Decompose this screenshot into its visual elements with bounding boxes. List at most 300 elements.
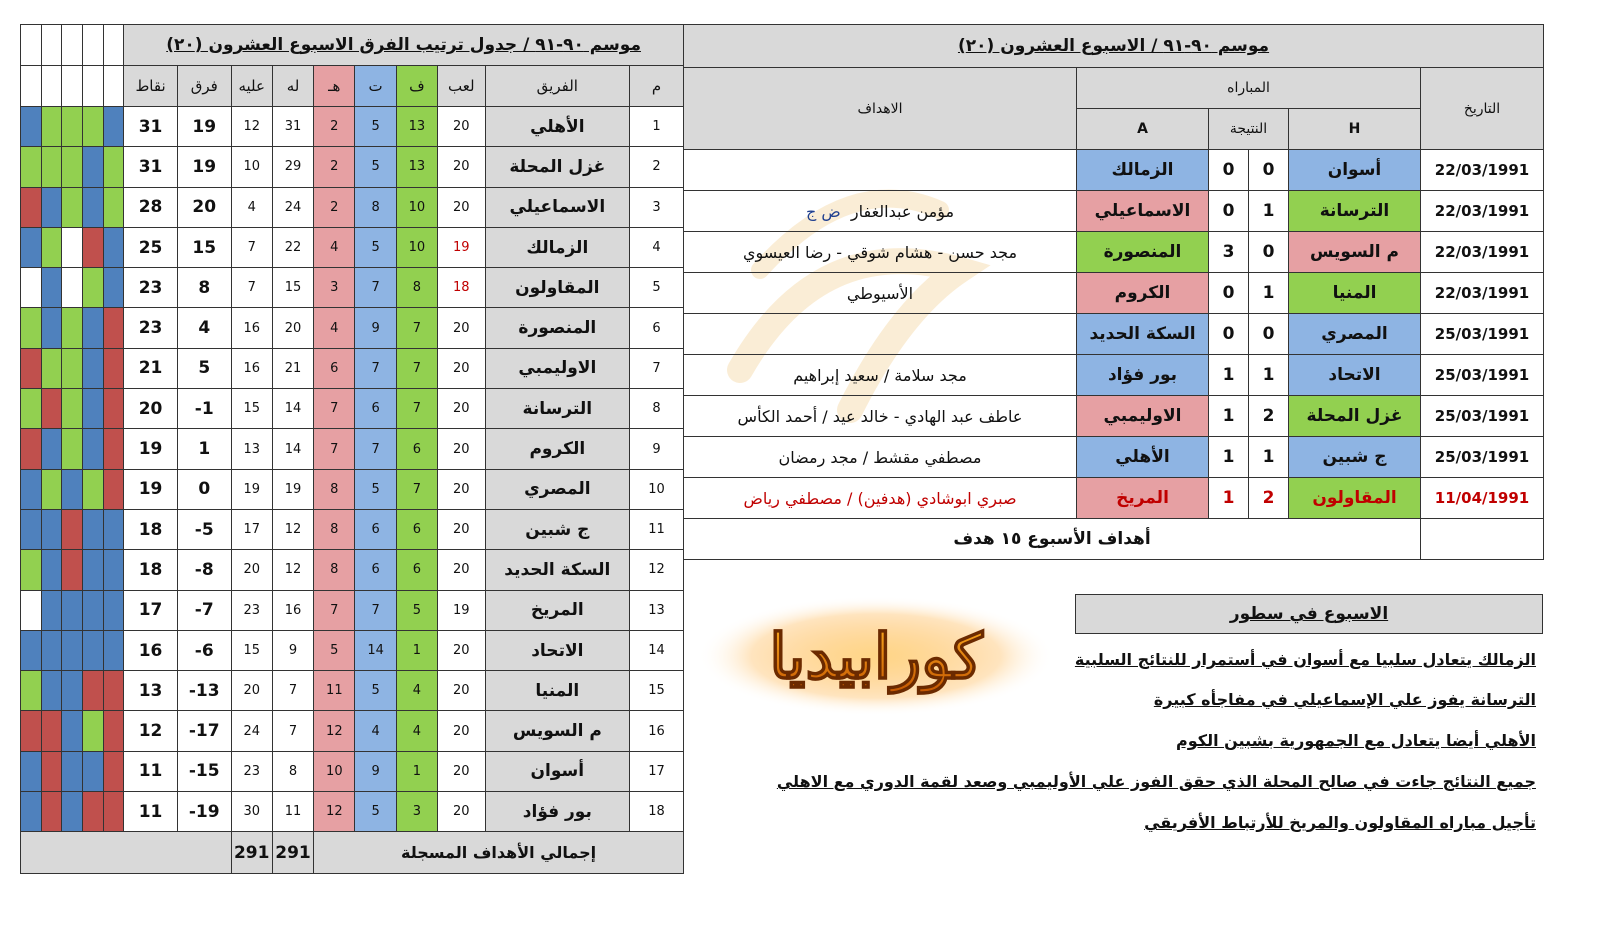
match-home-score: 0 <box>1249 232 1289 273</box>
team-name: غزل المحلة <box>485 147 630 187</box>
team-rank: 18 <box>630 792 684 832</box>
losses: 8 <box>314 509 355 549</box>
standings-row <box>21 630 684 670</box>
form-cell <box>103 107 124 147</box>
played: 20 <box>438 348 485 388</box>
wins: 8 <box>396 268 437 308</box>
match-date: 25/03/1991 <box>1421 355 1544 396</box>
match-away-team: السكة الحديد <box>1077 314 1209 355</box>
match-row <box>684 437 1544 478</box>
goals-against: 20 <box>231 550 272 590</box>
match-scorers-note: ض ج <box>805 201 841 221</box>
form-cell <box>62 187 83 227</box>
match-goals <box>684 191 1077 232</box>
form-cell <box>41 227 62 267</box>
team-points: 12 <box>124 711 178 751</box>
goals-against: 20 <box>231 671 272 711</box>
form-cell <box>103 509 124 549</box>
match-date: 22/03/1991 <box>1421 191 1544 232</box>
team-name: المنيا <box>485 671 630 711</box>
goals-against: 17 <box>231 509 272 549</box>
standings-title-row <box>21 25 684 66</box>
header-w: ف <box>396 66 437 107</box>
summary-line-4: جميع النتائج جاءت في صالح المحلة الذي حقق الفوز علي الأوليمبي وصعد لقمة الدوري مع الاهلي <box>776 772 1536 791</box>
goals-against: 19 <box>231 469 272 509</box>
standings-row <box>21 469 684 509</box>
team-name: الزمالك <box>485 227 630 267</box>
form-cell <box>62 348 83 388</box>
goals-against: 16 <box>231 348 272 388</box>
match-goals <box>684 273 1077 314</box>
form-cell <box>41 509 62 549</box>
losses: 7 <box>314 429 355 469</box>
match-scorers: مصطفي مقشط / مجد رمضان <box>778 447 982 467</box>
draws: 5 <box>355 147 396 187</box>
team-points: 21 <box>124 348 178 388</box>
draws: 6 <box>355 389 396 429</box>
played: 19 <box>438 590 485 630</box>
match-row <box>684 314 1544 355</box>
team-rank: 2 <box>630 147 684 187</box>
match-away-score: 3 <box>1209 232 1249 273</box>
header-d: ت <box>355 66 396 107</box>
team-name: المنصورة <box>485 308 630 348</box>
goal-diff: 19 <box>177 147 231 187</box>
form-cell <box>82 469 103 509</box>
match-scorers: صبري ابوشادي (هدفين) / مصطفي رياض <box>743 488 1017 508</box>
goal-diff: -6 <box>177 630 231 670</box>
team-points: 11 <box>124 792 178 832</box>
summary-line-3: الأهلي أيضا يتعادل مع الجمهورية بشبين الكوم <box>1176 731 1536 750</box>
header-team: الفريق <box>485 66 630 107</box>
played: 20 <box>438 107 485 147</box>
form-cell <box>103 429 124 469</box>
form-cell <box>62 147 83 187</box>
losses: 8 <box>314 469 355 509</box>
losses: 2 <box>314 187 355 227</box>
form-cell <box>82 268 103 308</box>
team-points: 17 <box>124 590 178 630</box>
form-cell <box>82 348 103 388</box>
form-cell <box>62 268 83 308</box>
goals-for: 29 <box>272 147 313 187</box>
team-rank: 16 <box>630 711 684 751</box>
form-cell <box>62 469 83 509</box>
played: 20 <box>438 389 485 429</box>
goals-against: 23 <box>231 751 272 791</box>
team-name: م السويس <box>485 711 630 751</box>
standings-row <box>21 348 684 388</box>
goals-for: 19 <box>272 469 313 509</box>
played: 20 <box>438 630 485 670</box>
match-away-team: المنصورة <box>1077 232 1209 273</box>
team-rank: 3 <box>630 187 684 227</box>
match-row <box>684 396 1544 437</box>
losses: 12 <box>314 792 355 832</box>
losses: 4 <box>314 227 355 267</box>
losses: 3 <box>314 268 355 308</box>
draws: 7 <box>355 590 396 630</box>
form-cell <box>103 308 124 348</box>
summary-title: الاسبوع في سطور <box>1229 604 1389 624</box>
goals-for: 14 <box>272 429 313 469</box>
team-name: المقاولون <box>485 268 630 308</box>
standings-row <box>21 509 684 549</box>
form-cell <box>21 550 42 590</box>
played: 20 <box>438 308 485 348</box>
kooora-pedia-logo <box>696 594 1056 718</box>
draws: 9 <box>355 751 396 791</box>
summary-line-1: الزمالك يتعادل سلبيا مع أسوان في أستمرار للنتائج السلبية <box>1074 650 1536 669</box>
team-name: الاتحاد <box>485 630 630 670</box>
match-scorers: مجد سلامة / سعيد إبراهيم <box>793 365 967 385</box>
goals-against: 13 <box>231 429 272 469</box>
match-home-score: 1 <box>1249 437 1289 478</box>
match-date: 25/03/1991 <box>1421 396 1544 437</box>
match-date: 22/03/1991 <box>1421 232 1544 273</box>
standings-row <box>21 751 684 791</box>
form-cell <box>82 751 103 791</box>
week-goals: أهداف الأسبوع ١٥ هدف <box>684 519 1421 560</box>
match-goals <box>684 314 1077 355</box>
standings-row <box>21 792 684 832</box>
goal-diff: -15 <box>177 751 231 791</box>
form-cell <box>21 308 42 348</box>
standings-row <box>21 590 684 630</box>
form-cell <box>21 469 42 509</box>
team-name: الترسانة <box>485 389 630 429</box>
team-points: 31 <box>124 107 178 147</box>
matches-title-row <box>684 25 1544 68</box>
form-cell <box>21 187 42 227</box>
match-home-team: أسوان <box>1289 150 1421 191</box>
form-cell <box>103 671 124 711</box>
wins: 1 <box>396 630 437 670</box>
match-home-score: 1 <box>1249 273 1289 314</box>
match-home-score: 1 <box>1249 355 1289 396</box>
goals-for: 31 <box>272 107 313 147</box>
team-rank: 14 <box>630 630 684 670</box>
standings-row <box>21 308 684 348</box>
played: 19 <box>438 227 485 267</box>
match-row <box>684 191 1544 232</box>
team-points: 11 <box>124 751 178 791</box>
goal-diff: 5 <box>177 348 231 388</box>
form-cell <box>62 792 83 832</box>
draws: 5 <box>355 107 396 147</box>
wins: 5 <box>396 590 437 630</box>
team-points: 19 <box>124 469 178 509</box>
played: 20 <box>438 792 485 832</box>
team-rank: 11 <box>630 509 684 549</box>
wins: 10 <box>396 227 437 267</box>
losses: 2 <box>314 107 355 147</box>
form-cell <box>103 227 124 267</box>
form-cell <box>62 550 83 590</box>
match-date: 25/03/1991 <box>1421 314 1544 355</box>
form-cell <box>21 348 42 388</box>
losses: 12 <box>314 711 355 751</box>
form-cell <box>62 671 83 711</box>
form-cell <box>82 509 103 549</box>
matches-header-row-1 <box>684 68 1544 109</box>
team-rank: 15 <box>630 671 684 711</box>
match-away-team: الاسماعيلي <box>1077 191 1209 232</box>
draws: 4 <box>355 711 396 751</box>
wins: 13 <box>396 107 437 147</box>
form-cell <box>82 711 103 751</box>
goal-diff: -8 <box>177 550 231 590</box>
form-cell <box>21 630 42 670</box>
team-name: المصري <box>485 469 630 509</box>
goal-diff: 15 <box>177 227 231 267</box>
draws: 5 <box>355 671 396 711</box>
team-points: 23 <box>124 308 178 348</box>
match-date: 11/04/1991 <box>1421 478 1544 519</box>
goals-against: 15 <box>231 630 272 670</box>
goals-against: 24 <box>231 711 272 751</box>
match-scorers: مجد حسن - هشام شوقي - رضا العيسوي <box>742 242 1018 262</box>
header-played: لعب <box>438 66 485 107</box>
wins: 7 <box>396 348 437 388</box>
header-match: المباراه <box>1077 68 1421 109</box>
match-away-team: المريخ <box>1077 478 1209 519</box>
wins: 6 <box>396 509 437 549</box>
form-cell <box>41 348 62 388</box>
team-rank: 7 <box>630 348 684 388</box>
form-cell <box>103 792 124 832</box>
form-cell <box>103 187 124 227</box>
team-name: الكروم <box>485 429 630 469</box>
form-cell <box>21 711 42 751</box>
team-name: الاوليمبي <box>485 348 630 388</box>
match-home-team: م السويس <box>1289 232 1421 273</box>
form-cell <box>21 107 42 147</box>
goals-against: 30 <box>231 792 272 832</box>
form-cell <box>21 792 42 832</box>
standings-row <box>21 107 684 147</box>
team-rank: 6 <box>630 308 684 348</box>
logo-text: كورابيديا <box>769 620 983 693</box>
form-cell <box>62 389 83 429</box>
form-cell <box>21 147 42 187</box>
team-points: 20 <box>124 389 178 429</box>
wins: 10 <box>396 187 437 227</box>
match-row <box>684 232 1544 273</box>
team-points: 23 <box>124 268 178 308</box>
goals-for: 16 <box>272 590 313 630</box>
match-goals <box>684 232 1077 273</box>
form-cell <box>41 792 62 832</box>
goals-for: 24 <box>272 187 313 227</box>
standings-table <box>20 24 684 874</box>
team-rank: 8 <box>630 389 684 429</box>
goal-diff: -13 <box>177 671 231 711</box>
goals-for: 12 <box>272 509 313 549</box>
form-cell <box>41 268 62 308</box>
standings-row <box>21 429 684 469</box>
match-home-score: 0 <box>1249 150 1289 191</box>
draws: 6 <box>355 550 396 590</box>
match-row <box>684 273 1544 314</box>
form-cell <box>21 751 42 791</box>
wins: 7 <box>396 308 437 348</box>
goal-diff: -5 <box>177 509 231 549</box>
team-points: 25 <box>124 227 178 267</box>
goals-for: 12 <box>272 550 313 590</box>
form-cell <box>21 509 42 549</box>
goal-diff: 8 <box>177 268 231 308</box>
match-home-score: 2 <box>1249 478 1289 519</box>
goal-diff: 0 <box>177 469 231 509</box>
losses: 8 <box>314 550 355 590</box>
match-home-team: المصري <box>1289 314 1421 355</box>
match-date: 22/03/1991 <box>1421 150 1544 191</box>
form-cell <box>62 509 83 549</box>
form-cell <box>41 671 62 711</box>
team-rank: 12 <box>630 550 684 590</box>
form-cell <box>103 389 124 429</box>
wins: 4 <box>396 671 437 711</box>
standings-row <box>21 227 684 267</box>
summary-line-2: الترسانة يفوز علي الإسماعيلي في مفاجأه كبيرة <box>1153 690 1536 709</box>
match-away-score: 1 <box>1209 437 1249 478</box>
goal-diff: 4 <box>177 308 231 348</box>
match-home-team: الاتحاد <box>1289 355 1421 396</box>
form-cell <box>41 590 62 630</box>
played: 20 <box>438 509 485 549</box>
form-cell <box>41 630 62 670</box>
form-cell <box>103 630 124 670</box>
played: 18 <box>438 268 485 308</box>
form-cell <box>82 308 103 348</box>
match-goals <box>684 355 1077 396</box>
draws: 8 <box>355 187 396 227</box>
losses: 10 <box>314 751 355 791</box>
match-goals <box>684 478 1077 519</box>
goals-for: 7 <box>272 711 313 751</box>
team-rank: 10 <box>630 469 684 509</box>
match-away-team: الأهلي <box>1077 437 1209 478</box>
total-ga: 291 <box>231 832 272 874</box>
match-date: 25/03/1991 <box>1421 437 1544 478</box>
played: 20 <box>438 429 485 469</box>
match-home-team: الترسانة <box>1289 191 1421 232</box>
form-cell <box>21 671 42 711</box>
losses: 11 <box>314 671 355 711</box>
team-rank: 4 <box>630 227 684 267</box>
wins: 7 <box>396 469 437 509</box>
match-scorers: عاطف عبد الهادي - خالد عيد / أحمد الكأس <box>737 406 1023 426</box>
match-home-team: المنيا <box>1289 273 1421 314</box>
summary-line-5: تأجيل مباراه المقاولون والمريخ للأرتباط الأفريقي <box>1144 813 1536 832</box>
form-cell <box>41 389 62 429</box>
team-points: 31 <box>124 147 178 187</box>
form-cell <box>82 147 103 187</box>
team-name: أسوان <box>485 751 630 791</box>
goals-against: 16 <box>231 308 272 348</box>
goal-diff: -17 <box>177 711 231 751</box>
goals-for: 14 <box>272 389 313 429</box>
team-name: السكة الحديد <box>485 550 630 590</box>
match-away-score: 0 <box>1209 191 1249 232</box>
form-cell <box>103 268 124 308</box>
wins: 1 <box>396 751 437 791</box>
header-date: التاريخ <box>1421 68 1544 150</box>
team-rank: 5 <box>630 268 684 308</box>
played: 20 <box>438 751 485 791</box>
draws: 7 <box>355 348 396 388</box>
form-cell <box>103 590 124 630</box>
goals-for: 7 <box>272 671 313 711</box>
goal-diff: -1 <box>177 389 231 429</box>
match-goals <box>684 396 1077 437</box>
summary-header <box>1075 594 1543 634</box>
match-row <box>684 355 1544 396</box>
match-away-score: 1 <box>1209 355 1249 396</box>
header-goals: الاهداف <box>684 68 1077 150</box>
goals-for: 15 <box>272 268 313 308</box>
standings-total-row <box>21 832 684 874</box>
form-cell <box>103 147 124 187</box>
team-points: 13 <box>124 671 178 711</box>
week-goals-row <box>684 519 1544 560</box>
standings-title: موسم ٩٠-٩١ / جدول ترتيب الفرق الاسبوع العشرون (٢٠) <box>124 25 684 66</box>
match-home-team: المقاولون <box>1289 478 1421 519</box>
form-cell <box>62 590 83 630</box>
wins: 3 <box>396 792 437 832</box>
form-cell <box>82 671 103 711</box>
losses: 6 <box>314 348 355 388</box>
goal-diff: 1 <box>177 429 231 469</box>
match-scorers: مؤمن عبدالغفار <box>850 201 955 221</box>
team-name: بور فؤاد <box>485 792 630 832</box>
form-cell <box>21 389 42 429</box>
goal-diff: 19 <box>177 107 231 147</box>
losses: 2 <box>314 147 355 187</box>
draws: 5 <box>355 792 396 832</box>
form-cell <box>62 308 83 348</box>
form-cell <box>41 308 62 348</box>
team-rank: 1 <box>630 107 684 147</box>
form-cell <box>21 590 42 630</box>
match-date: 22/03/1991 <box>1421 273 1544 314</box>
wins: 7 <box>396 389 437 429</box>
losses: 4 <box>314 308 355 348</box>
goals-against: 4 <box>231 187 272 227</box>
standings-header-row <box>21 66 684 107</box>
match-away-score: 1 <box>1209 396 1249 437</box>
form-cell <box>41 429 62 469</box>
standings-row <box>21 711 684 751</box>
form-cell <box>41 469 62 509</box>
form-cell <box>103 469 124 509</box>
match-away-team: الكروم <box>1077 273 1209 314</box>
played: 20 <box>438 711 485 751</box>
standings-row <box>21 671 684 711</box>
wins: 4 <box>396 711 437 751</box>
wins: 6 <box>396 550 437 590</box>
team-points: 28 <box>124 187 178 227</box>
losses: 7 <box>314 389 355 429</box>
goals-for: 9 <box>272 630 313 670</box>
match-row <box>684 150 1544 191</box>
total-gf: 291 <box>272 832 313 874</box>
goal-diff: -7 <box>177 590 231 630</box>
form-cell <box>82 107 103 147</box>
form-cell <box>21 227 42 267</box>
goals-against: 7 <box>231 227 272 267</box>
